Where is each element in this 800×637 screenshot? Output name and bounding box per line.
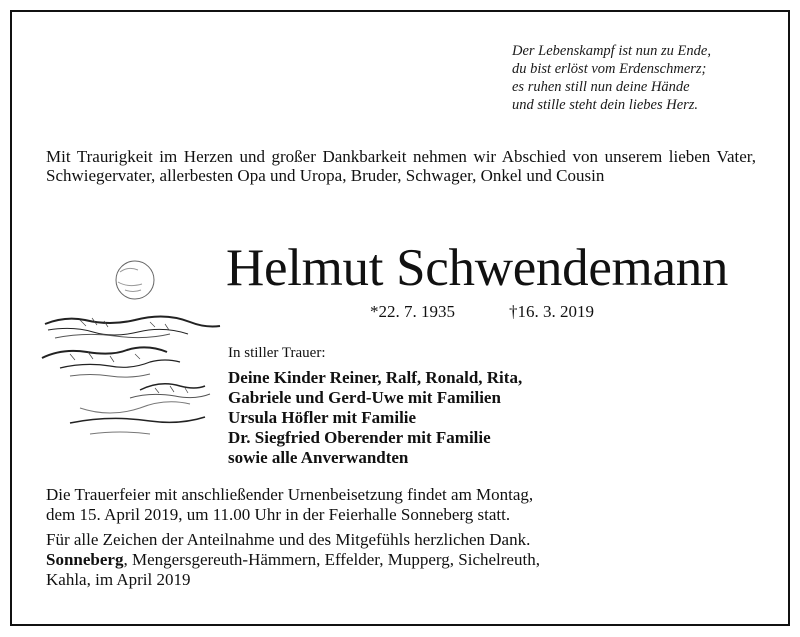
poem bbox=[512, 42, 711, 114]
ceremony-line: dem 15. April 2019, um 11.00 Uhr in der Feierhalle Sonneberg statt. bbox=[46, 505, 511, 524]
moon-landscape-illustration bbox=[40, 258, 230, 440]
mourner-line: Dr. Siegfried Oberender mit Familie bbox=[228, 428, 491, 447]
ceremony-line: Die Trauerfeier mit anschließender Urnenbeisetzung findet am Montag, bbox=[46, 485, 534, 504]
closing-text bbox=[46, 485, 540, 590]
place-date-line: Kahla, im April 2019 bbox=[46, 570, 191, 589]
mourner-line: Ursula Höfler mit Familie bbox=[228, 408, 417, 427]
mourner-line: Deine Kinder Reiner, Ralf, Ronald, Rita, bbox=[228, 368, 523, 387]
intro-text: Mit Traurigkeit im Herzen und großer Dankbarkeit nehmen wir Abschied von unserem lieben Vater, Schwiegervater, allerbesten Opa und Uropa, Bruder, Schwager, Onkel und Cousin bbox=[46, 147, 756, 185]
place-town: Sonneberg bbox=[46, 550, 124, 569]
deceased-name: Helmut Schwendemann bbox=[226, 239, 729, 297]
place-rest: , Mengersgereuth-Hämmern, Effelder, Mupperg, Sichelreuth, bbox=[123, 550, 540, 569]
poem-line: es ruhen still nun deine Hände bbox=[512, 79, 690, 95]
mourning-label: In stiller Trauer: bbox=[228, 345, 326, 361]
death-date: †16. 3. 2019 bbox=[509, 302, 594, 321]
poem-line: Der Lebenskampf ist nun zu Ende, bbox=[512, 43, 711, 59]
mourner-line: sowie alle Anverwandten bbox=[228, 448, 409, 467]
poem-line: du bist erlöst vom Erdenschmerz; bbox=[512, 61, 707, 77]
mourner-line: Gabriele und Gerd-Uwe mit Familien bbox=[228, 388, 501, 407]
mourners-list bbox=[228, 368, 522, 468]
birth-date: *22. 7. 1935 bbox=[370, 302, 455, 321]
poem-line: und stille steht dein liebes Herz. bbox=[512, 97, 699, 113]
place-line bbox=[46, 550, 540, 570]
thanks-line: Für alle Zeichen der Anteilnahme und des Mitgefühls herzlichen Dank. bbox=[46, 530, 531, 549]
